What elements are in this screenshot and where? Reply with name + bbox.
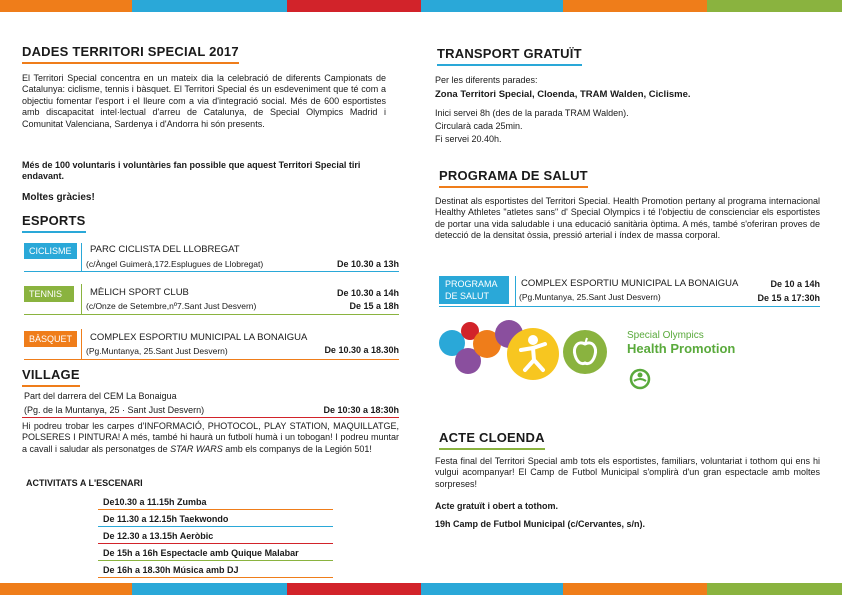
tennis-tag: TENNIS (24, 286, 74, 302)
village-underline (22, 417, 399, 418)
salut-venue: COMPLEX ESPORTIU MUNICIPAL LA BONAIGUA (521, 278, 739, 289)
athlete-icon (507, 328, 559, 380)
activity-row: De 12.30 a 13.15h Aeròbic (98, 529, 333, 544)
special-olympics-emblem-icon (629, 368, 651, 390)
top-color-stripe (0, 0, 842, 12)
ciclisme-venue: PARC CICLISTA DEL LLOBREGAT (90, 244, 240, 255)
salut-tag: PROGRAMA DE SALUT (439, 276, 509, 304)
transport-title: TRANSPORT GRATUÏT (437, 46, 582, 61)
dades-title: DADES TERRITORI SPECIAL 2017 (22, 44, 239, 59)
ciclisme-underline (24, 271, 399, 272)
cloenda-place: 19h Camp de Futbol Municipal (c/Cervantes, s/n). (435, 519, 646, 529)
dades-thanks: Moltes gràcies! (22, 192, 95, 203)
tennis-venue: MÈLICH SPORT CLUB (90, 287, 189, 298)
dades-volunteers: Més de 100 voluntaris i voluntàries fan possible que aquest Territori Special tiri endavant. (22, 160, 361, 182)
transport-end: Fi servei 20.40h. (435, 134, 502, 144)
salut-address: (Pg.Muntanya, 25.Sant Just Desvern) (519, 292, 661, 302)
basquet-address: (Pg.Muntanya, 25.Sant Just Desvern) (86, 346, 228, 356)
activity-row: De 16h a 18.30h Música amb DJ (98, 563, 333, 578)
village-time: De 10:30 a 18:30h (323, 405, 399, 415)
salut-time-afternoon: De 15 a 17:30h (757, 293, 820, 303)
activity-row: De 15h a 16h Espectacle amb Quique Malabar (98, 546, 333, 561)
activity-row: De 11.30 a 12.15h Taekwondo (98, 512, 333, 527)
transport-line-1: Per les diferents parades: (435, 75, 538, 85)
salut-underline (439, 306, 820, 307)
ciclisme-address: (c/Àngel Guimerà,172.Esplugues de Llobregat) (86, 259, 264, 269)
tennis-underline (24, 314, 399, 315)
basquet-divider (81, 329, 82, 359)
tennis-time-afternoon: De 15 a 18h (349, 301, 399, 311)
tennis-time-morning: De 10.30 a 14h (336, 288, 399, 298)
tennis-divider (81, 284, 82, 314)
special-olympics-logo: Special Olympics Health Promotion (627, 330, 817, 390)
health-icons-graphic (437, 318, 607, 388)
village-title: VILLAGE (22, 367, 80, 382)
salut-title: PROGRAMA DE SALUT (439, 168, 588, 183)
village-place: Part del darrera del CEM La Bonaigua (24, 391, 177, 401)
cloenda-title: ACTE CLOENDA (439, 430, 545, 445)
activities-title: ACTIVITATS A L'ESCENARI (26, 478, 143, 488)
ciclisme-time: De 10.30 a 13h (336, 259, 399, 269)
esports-title: ESPORTS (22, 213, 86, 228)
basquet-time: De 10.30 a 18.30h (324, 345, 399, 355)
village-description: Hi podreu trobar les carpes d'INFORMACIÓ, PHOTOCOL, PLAY STATION, MAQUILLATGE, POLSERES I PINTURA! A més, també hi haurà un futbolí humà i un tobogan! I podreu muntar a cavall i saludar als personatges de STAR WARS amb els companys de la Legión 501! (22, 421, 399, 454)
basquet-underline (24, 359, 399, 360)
ciclisme-tag: CICLISME (24, 243, 77, 259)
salut-time-morning: De 10 a 14h (770, 279, 820, 289)
bottom-color-stripe (0, 583, 842, 595)
transport-stops: Zona Territori Special, Cloenda, TRAM Walden, Ciclisme. (435, 89, 691, 100)
basquet-tag: BÀSQUET (24, 331, 77, 347)
apple-icon (563, 330, 607, 374)
ciclisme-divider (81, 243, 82, 271)
cloenda-free: Acte gratuït i obert a tothom. (435, 501, 559, 511)
salut-description: Destinat als esportistes del Territori Special. Health Promotion pertany al programa internacional Healthy Athletes "atletes sans" d' Special Olympics i té l'objectiu de conscienciar els esportistes de portar una vida saludable i una educació sanitària òptima. A més, també s'oferiran proves de detecció de la densitat òssia, pressió arterial i índex de massa corporal. (435, 196, 820, 241)
cloenda-description: Festa final del Territori Special amb tots els esportistes, familiars, voluntariat i tothom qui ens hi vulgui acompanyar! El Camp de Futbol Municipal s'omplirà d'un gran espectacle amb moltes sorpreses! (435, 456, 820, 489)
transport-start: Inici servei 8h (des de la parada TRAM Walden). (435, 108, 629, 118)
dades-intro: El Territori Special concentra en un mateix dia la celebració de diferents Campionats de Catalunya: ciclisme, tennis i bàsquet. El Territori Special és un esdeveniment que té com a objectiu fomentar l'esport i el lleure com a via d'integració social. Més de 600 esportistes amb discapacitat intel·lectual d'arreu de Catalunya, de Special Olympics Madrid i Comunitat Valenciana, Sardenya i d'Andorra hi són presents. (22, 73, 386, 129)
village-address: (Pg. de la Muntanya, 25 · Sant Just Desvern) (24, 405, 205, 415)
salut-divider (515, 276, 516, 306)
basquet-venue: COMPLEX ESPORTIU MUNICIPAL LA BONAIGUA (90, 332, 308, 343)
transport-frequency: Circularà cada 25min. (435, 121, 523, 131)
activity-row: De10.30 a 11.15h Zumba (98, 495, 333, 510)
tennis-address: (c/Onze de Setembre,nº7.Sant Just Desvern) (86, 301, 257, 311)
